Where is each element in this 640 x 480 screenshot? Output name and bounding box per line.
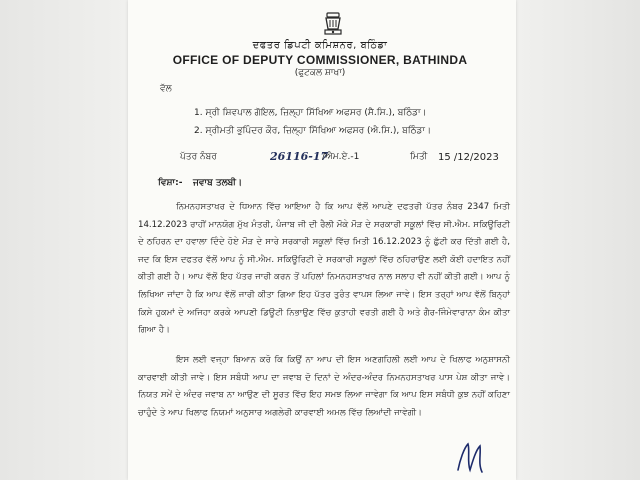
date-label: ਮਿਤੀ: [410, 152, 428, 162]
signature-mark: [450, 440, 490, 476]
body-paragraph-1-text: ਨਿਮਨਹਸਤਾਖਰ ਦੇ ਧਿਆਨ ਵਿੱਚ ਆਇਆ ਹੈ ਕਿ ਆਪ ਵੱਲੋਂ ਆਪਣੇ ਦਫਤਰੀ ਪੱਤਰ ਨੰਬਰ 2347 ਮਿਤੀ 14.12.2023 ਰਾਹੀਂ ਮਾਨਯੋਗ ਮੁੱਖ ਮੰਤਰੀ, ਪੰਜਾਬ ਜੀ ਦੀ ਰੈਲੀ ਮੌਕੇ ਮੌੜ ਦੇ ਸਰਕਾਰੀ ਸਕੂਲਾਂ ਵਿੱਚ ਸੀ.ਐਮ. ਸਕਿਊਰਿਟੀ ਦੇ ਠਹਿਰਨ ਦਾ ਹਵਾਲਾ ਦਿੰਦੇ ਹੋਏ ਮੌੜ ਦੇ ਸਾਰੇ ਸਰਕਾਰੀ ਸਕੂਲਾਂ ਵਿੱਚ ਮਿਤੀ 16.12.2023 ਨੂੰ ਛੁੱਟੀ ਕਰ ਦਿੱਤੀ ਗਈ ਹੈ, ਜਦ ਕਿ ਇਸ ਦਫਤਰ ਵੱਲੋਂ ਆਪ ਨੂੰ ਸੀ.ਐਮ. ਸਕਿਊਰਿਟੀ ਦੇ ਸਰਕਾਰੀ ਸਕੂਲਾਂ ਵਿੱਚ ਠਹਿਰਾਉਣ ਲਈ ਕੋਈ ਹਦਾਇਤ ਨਹੀਂ ਕੀਤੀ ਗਈ ਹੈ। ਆਪ ਵੱਲੋਂ ਇਹ ਪੱਤਰ ਜਾਰੀ ਕਰਨ ਤੋਂ ਪਹਿਲਾਂ ਨਿਮਨਹਸਤਾਖਰ ਨਾਲ ਸਲਾਹ ਵੀ ਨਹੀਂ ਕੀਤੀ ਗਈ। ਆਪ ਨੂੰ ਲਿਖਿਆ ਜਾਂਦਾ ਹੈ ਕਿ ਆਪ ਵੱਲੋਂ ਜਾਰੀ ਕੀਤਾ ਗਿਆ ਇਹ ਪੱਤਰ ਤੁਰੰਤ ਵਾਪਸ ਲਿਆ ਜਾਵੇ। ਇਸ ਤਰ੍ਹਾਂ ਆਪ ਵੱਲੋਂ ਬਿਨ੍ਹਾਂ ਕਿਸੇ ਹੁਕਮਾਂ ਦੇ ਅਜਿਹਾ ਕਰਕੇ ਆਪਣੀ ਡਿਊਟੀ ਨਿਭਾਉਣ ਵਿੱਚ ਕੁਤਾਹੀ ਵਰਤੀ ਗਈ ਹੈ ਅਤੇ ਗੈਰ-ਜਿੰਮੇਵਾਰਾਨਾ ਕੰਮ ਕੀਤਾ ਗਿਆ ਹੈ।: [138, 202, 510, 336]
recipient-2: 2. ਸ੍ਰੀਮਤੀ ਭੁਪਿੰਦਰ ਕੌਰ, ਜ਼ਿਲ੍ਹਾ ਸਿੱਖਿਆ ਅਫਸਰ (ਐ.ਸਿ.), ਬਠਿੰਡਾ।: [194, 126, 432, 136]
subject-text: ਜਵਾਬ ਤਲਬੀ।: [193, 178, 243, 188]
to-label: ਵੱਲ: [160, 84, 172, 94]
recipient-1: 1. ਸ੍ਰੀ ਸ਼ਿਵਪਾਲ ਗੋਇਲ, ਜ਼ਿਲ੍ਹਾ ਸਿੱਖਿਆ ਅਫਸਰ (ਸੈ.ਸਿ.), ਬਠਿੰਡਾ।: [194, 108, 427, 118]
body-paragraph-2: [138, 352, 510, 422]
letter-number-suffix: /ਐਮ.ਏ.-1: [322, 152, 360, 162]
state-emblem-icon: [320, 10, 346, 38]
letter-number-label: ਪੱਤਰ ਨੰਬਰ: [180, 152, 217, 162]
subject-label: ਵਿਸ਼ਾ:-: [158, 178, 183, 188]
letter-number-handwritten: 26116-17: [270, 150, 329, 163]
branch-name: (ਫੁਟਕਲ ਸ਼ਾਖਾ): [294, 68, 346, 78]
body-paragraph-2-text: ਇਸ ਲਈ ਵਜ੍ਹਾ ਬਿਆਨ ਕਰੋ ਕਿ ਕਿਉਂ ਨਾ ਆਪ ਦੀ ਇਸ ਅਣਗਹਿਲੀ ਲਈ ਆਪ ਦੇ ਖਿਲਾਫ ਅਨੁਸ਼ਾਸਨੀ ਕਾਰਵਾਈ ਕੀਤੀ ਜਾਵੇ। ਇਸ ਸਬੰਧੀ ਆਪ ਦਾ ਜਵਾਬ ਦੋ ਦਿਨਾਂ ਦੇ ਅੰਦਰ-ਅੰਦਰ ਨਿਮਨਹਸਤਾਖਰ ਪਾਸ ਪੇਸ਼ ਕੀਤਾ ਜਾਵੇ। ਨਿਯਤ ਸਮੇਂ ਦੇ ਅੰਦਰ ਜਵਾਬ ਨਾ ਆਉਣ ਦੀ ਸੂਰਤ ਵਿੱਚ ਇਹ ਸਮਝ ਲਿਆ ਜਾਵੇਗਾ ਕਿ ਆਪ ਇਸ ਸਬੰਧੀ ਕੁਝ ਨਹੀਂ ਕਹਿਣਾ ਚਾਹੁੰਦੇ ਤੇ ਆਪ ਖਿਲਾਫ ਨਿਯਮਾਂ ਅਨੁਸਾਰ ਅਗਲੇਰੀ ਕਾਰਵਾਈ ਅਮਲ ਵਿੱਚ ਲਿਆਂਦੀ ਜਾਵੇਗੀ।: [138, 355, 510, 418]
letter-date: 15 /12/2023: [438, 152, 499, 163]
office-name-english: OFFICE OF DEPUTY COMMISSIONER, BATHINDA: [172, 53, 468, 67]
body-paragraph-1: [138, 199, 510, 340]
office-name-punjabi: ਦਫਤਰ ਡਿਪਟੀ ਕਮਿਸ਼ਨਰ, ਬਠਿੰਡਾ: [252, 40, 388, 51]
